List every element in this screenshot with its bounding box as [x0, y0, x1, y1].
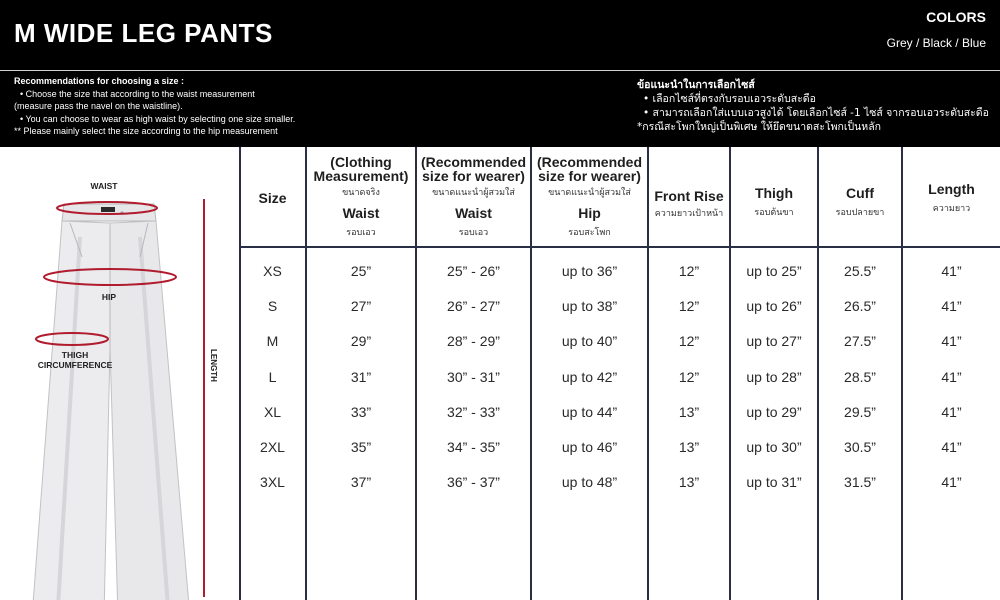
- header-waist-clothing-main: Waist: [342, 204, 380, 221]
- cell-size: 2XL: [240, 429, 306, 464]
- header-waist-rec-main: Waist: [455, 204, 492, 221]
- cell-thigh: up to 28”: [730, 359, 818, 394]
- recommendations-bar: [0, 71, 1000, 147]
- cell-hip: up to 40”: [531, 324, 648, 359]
- cell-cuff: 26.5”: [818, 288, 902, 323]
- table-row: [240, 288, 1000, 323]
- header-hip-main: Hip: [578, 204, 601, 221]
- header-waist-rec-top: (Recommended size for wearer): [420, 153, 527, 184]
- header-size-label: Size: [258, 189, 287, 206]
- header-thigh-label: Thigh: [754, 184, 794, 201]
- cell-thigh: up to 26”: [730, 288, 818, 323]
- header-waist-clothing: [306, 147, 416, 247]
- cell-size: L: [240, 359, 306, 394]
- cell-hip: up to 42”: [531, 359, 648, 394]
- cell-front-rise: 13”: [648, 394, 730, 429]
- header-front-rise-th: ความยาวเป้าหน้า: [654, 208, 724, 219]
- cell-waist-clothing: 31”: [306, 359, 416, 394]
- cell-thigh: up to 29”: [730, 394, 818, 429]
- colors-value: Grey / Black / Blue: [886, 36, 986, 50]
- recommendations-english: [14, 75, 295, 138]
- recommendation-line: • You can choose to wear as high waist by selecting one size smaller.: [20, 113, 296, 124]
- header-waist-clothing-th: รอบเอว: [346, 227, 376, 238]
- header-waist-clothing-top: (Clothing Measurement): [313, 153, 409, 184]
- header-waist-clothing-th-top: ขนาดจริง: [342, 187, 380, 198]
- length-label: LENGTH: [209, 349, 218, 382]
- header-length-th: ความยาว: [932, 203, 971, 214]
- cell-front-rise: 13”: [648, 465, 730, 500]
- waist-label: WAIST: [90, 181, 118, 191]
- table-filler-row: [240, 500, 1000, 600]
- hip-label: HIP: [101, 292, 117, 302]
- header-hip-recommended: [531, 147, 648, 247]
- cell-length: 41”: [941, 439, 962, 456]
- cell-waist-clothing: 37”: [306, 465, 416, 500]
- header-waist-rec-th: รอบเอว: [458, 227, 489, 238]
- cell-size: S: [240, 288, 306, 323]
- header-length: [902, 147, 1000, 247]
- cell-length: 41”: [941, 333, 962, 350]
- table-header-row: [240, 147, 1000, 247]
- header-hip-th: รอบสะโพก: [568, 227, 611, 238]
- cell-cuff: 30.5”: [818, 429, 902, 464]
- cell-hip: up to 44”: [531, 394, 648, 429]
- cell-cuff: 27.5”: [818, 324, 902, 359]
- cell-hip: up to 36”: [531, 253, 648, 288]
- recommendations-thai: [637, 78, 989, 134]
- table-row: [240, 429, 1000, 464]
- header-cuff-th: รอบปลายขา: [835, 207, 885, 218]
- header-front-rise: [648, 147, 730, 247]
- cell-waist-recommended: 25” - 26”: [416, 253, 531, 288]
- thigh-label-line-1: THIGH: [61, 350, 89, 360]
- cell-length: 41”: [941, 403, 962, 420]
- cell-size: 3XL: [240, 465, 306, 500]
- cell-waist-recommended: 30” - 31”: [416, 359, 531, 394]
- cell-waist-recommended: 28” - 29”: [416, 324, 531, 359]
- recommendation-line-thai: • สามารถเลือกใส่แบบเอวสูงได้ โดยเลือกไซส์ -1 ไซส์ จากรอบเอวระดับสะดือ: [643, 107, 989, 119]
- cell-size: M: [240, 324, 306, 359]
- recommendation-line: (measure pass the navel on the waistline).: [14, 101, 183, 111]
- recommendation-line: ** Please mainly select the size according to the hip measurement: [14, 126, 278, 136]
- cell-cuff: 28.5”: [818, 359, 902, 394]
- pants-measurement-figure: [0, 147, 240, 600]
- recommendation-line-thai: • เลือกไซส์ที่ตรงกับรอบเอวระดับสะดือ: [643, 93, 816, 105]
- cell-cuff: 29.5”: [818, 394, 902, 429]
- header-waist-rec-th-top: ขนาดแนะนำผู้สวมใส่: [432, 187, 515, 198]
- cell-length: 41”: [941, 368, 962, 385]
- header-cuff-label: Cuff: [846, 184, 874, 201]
- page-title: M WIDE LEG PANTS: [14, 18, 273, 48]
- cell-cuff: 31.5”: [818, 465, 902, 500]
- size-chart-table: [240, 147, 1000, 600]
- cell-waist-recommended: 26” - 27”: [416, 288, 531, 323]
- recommendation-line: • Choose the size that according to the waist measurement: [20, 88, 255, 99]
- recommendations-thai-title: ข้อแนะนำในการเลือกไซส์: [637, 79, 755, 91]
- header-hip-rec-th-top: ขนาดแนะนำผู้สวมใส่: [548, 187, 631, 198]
- header-bar: [0, 0, 1000, 70]
- cell-length: 41”: [941, 474, 962, 491]
- cell-front-rise: 12”: [648, 359, 730, 394]
- colors-label: COLORS: [926, 9, 986, 25]
- table-row: [240, 253, 1000, 288]
- pants-icon: [32, 204, 190, 600]
- header-waist-recommended: [416, 147, 531, 247]
- cell-thigh: up to 31”: [730, 465, 818, 500]
- cell-waist-clothing: 27”: [306, 288, 416, 323]
- table-row: [240, 394, 1000, 429]
- cell-waist-clothing: 33”: [306, 394, 416, 429]
- cell-hip: up to 46”: [531, 429, 648, 464]
- cell-thigh: up to 25”: [730, 253, 818, 288]
- thigh-label-line-2: CIRCUMFERENCE: [37, 360, 113, 370]
- cell-front-rise: 12”: [648, 288, 730, 323]
- cell-size: XL: [240, 394, 306, 429]
- table-row: [240, 465, 1000, 500]
- recommendation-line-thai: *กรณีสะโพกใหญ่เป็นพิเศษ ให้ยึดขนาดสะโพกเป็นหลัก: [637, 121, 882, 133]
- cell-cuff: 25.5”: [818, 253, 902, 288]
- header-length-label: Length: [928, 180, 975, 197]
- pants-illustration: [0, 147, 240, 600]
- cell-waist-clothing: 35”: [306, 429, 416, 464]
- cell-thigh: up to 30”: [730, 429, 818, 464]
- cell-waist-recommended: 34” - 35”: [416, 429, 531, 464]
- cell-length: 41”: [941, 297, 962, 314]
- cell-waist-clothing: 29”: [306, 324, 416, 359]
- header-thigh: [730, 147, 818, 247]
- cell-size: XS: [240, 253, 306, 288]
- cell-hip: up to 48”: [531, 465, 648, 500]
- header-hip-rec-top: (Recommended size for wearer): [536, 153, 643, 184]
- cell-waist-recommended: 36” - 37”: [416, 465, 531, 500]
- header-thigh-th: รอบต้นขา: [754, 207, 794, 218]
- cell-waist-clothing: 25”: [306, 253, 416, 288]
- cell-front-rise: 12”: [648, 253, 730, 288]
- thigh-label: [20, 350, 130, 370]
- cell-front-rise: 12”: [648, 324, 730, 359]
- table-row: [240, 359, 1000, 394]
- header-size: [240, 147, 306, 247]
- table-row: [240, 324, 1000, 359]
- cell-thigh: up to 27”: [730, 324, 818, 359]
- cell-front-rise: 13”: [648, 429, 730, 464]
- cell-hip: up to 38”: [531, 288, 648, 323]
- cell-waist-recommended: 32” - 33”: [416, 394, 531, 429]
- header-cuff: [818, 147, 902, 247]
- cell-length: 41”: [941, 262, 962, 279]
- recommendations-english-title: Recommendations for choosing a size :: [14, 76, 185, 86]
- header-front-rise-label: Front Rise: [654, 187, 724, 204]
